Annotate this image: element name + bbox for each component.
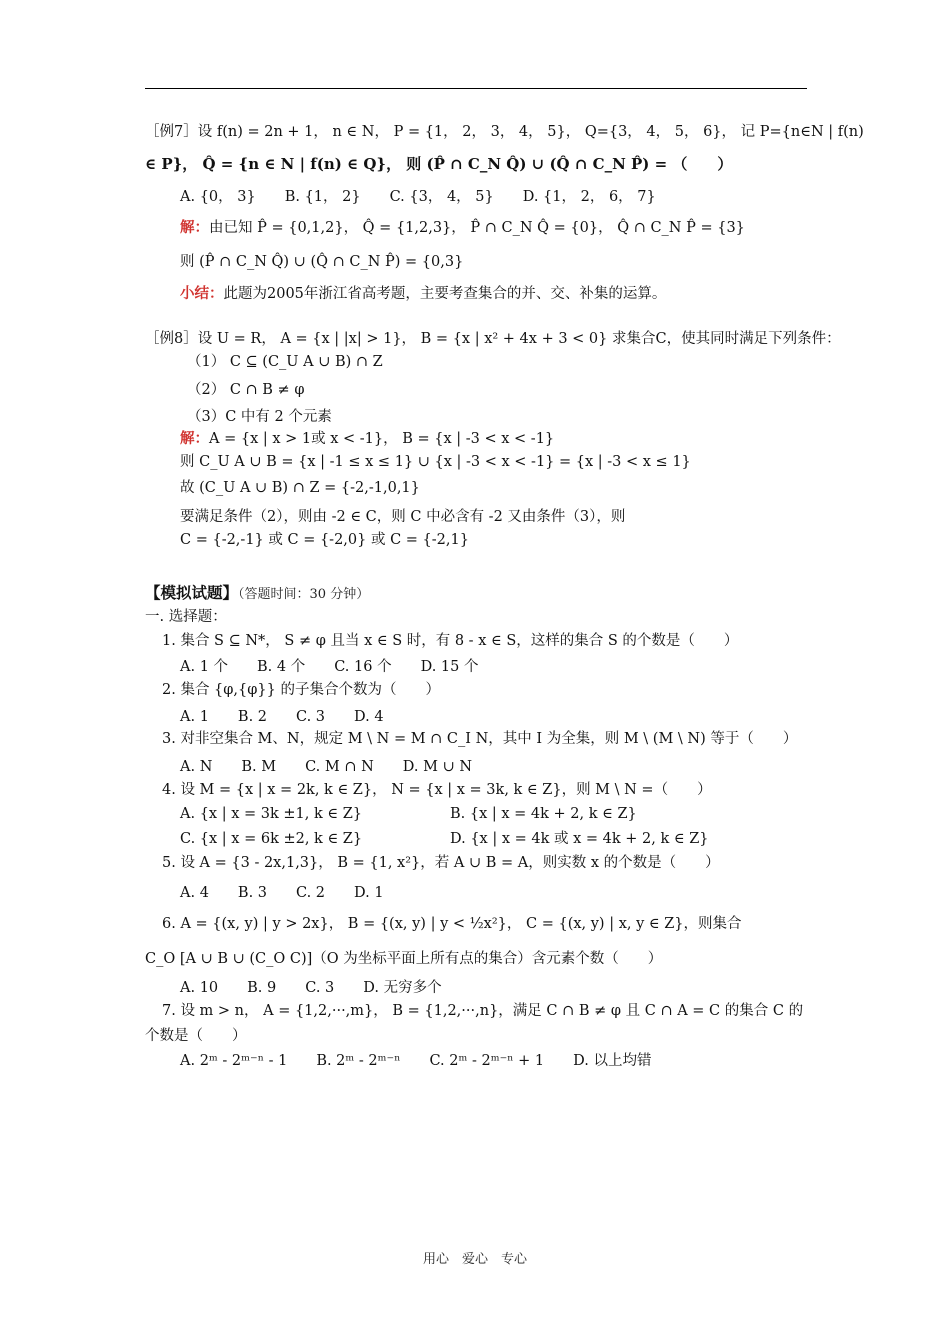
q4-option-d: D. {x | x = 4k 或 x = 4k + 2, k ∈ Z} (450, 831, 709, 847)
q4-option-c: C. {x | x = 6k ±2, k ∈ Z} (180, 831, 363, 847)
q7-line2: 个数是（ ） (145, 1028, 247, 1044)
q7-options: A. 2ᵐ - 2ᵐ⁻ⁿ - 1 B. 2ᵐ - 2ᵐ⁻ⁿ C. 2ᵐ - 2ᵐ⁻ⁿ + 1 D. 以上均错 (180, 1053, 652, 1069)
ex8-cond-2: （2） C ∩ B ≠ φ (187, 382, 305, 398)
q5-options: A. 4 B. 3 C. 2 D. 1 (180, 885, 384, 901)
q2: 2. 集合 {φ,{φ}} 的子集合个数为（ ） (162, 682, 440, 698)
ex8-solution-3: 故 (C_U A ∪ B) ∩ Z = {-2,-1,0,1} (180, 480, 420, 496)
mock-title: 【模拟试题】 (145, 583, 239, 602)
q4-option-a: A. {x | x = 3k ±1, k ∈ Z} (180, 806, 362, 822)
ex8-solution-2: 则 C_U A ∪ B = {x | -1 ≤ x ≤ 1} ∪ {x | -3 < x < -1} = {x | -3 < x ≤ 1} (180, 454, 691, 470)
ex8-cond-1: （1） C ⊆ (C_U A ∪ B) ∩ Z (187, 354, 383, 370)
page-footer: 用心 爱心 专心 (422, 1252, 527, 1267)
q1-options: A. 1 个 B. 4 个 C. 16 个 D. 15 个 (180, 659, 479, 675)
ex7-solution-1 (180, 218, 745, 238)
ex7-options: A. {0， 3} B. {1， 2} C. {3， 4， 5} D. {1， 2， 6， 7} (180, 189, 656, 205)
ex8-solution-5: C = {-2,-1} 或 C = {-2,0} 或 C = {-2,1} (180, 532, 469, 548)
mock-heading (145, 583, 369, 605)
mock-part: 一. 选择题： (145, 609, 227, 625)
q4-option-b: B. {x | x = 4k + 2, k ∈ Z} (450, 806, 637, 822)
summary-text: 此题为2005年浙江省高考题，主要考查集合的并、交、补集的运算。 (223, 286, 667, 302)
q6-line2: C_O [A ∪ B ∪ (C_O C)]（O 为坐标平面上所有点的集合）含元素个数（ ） (145, 951, 663, 967)
solution-label: 解： (180, 430, 209, 447)
solution-text: A = {x | x > 1或 x < -1}， B = {x | -3 < x < -1} (209, 431, 555, 447)
ex8-line1: ［例8］设 U = R， A = {x | |x| > 1}， B = {x | x² + 4x + 3 < 0} 求集合C，使其同时满足下列条件： (145, 331, 841, 347)
ex7-line2: ∈ P}， Q̂ = {n ∈ N | f(n) ∈ Q}， 则 (P̂ ∩ C_N Q̂) ∪ (Q̂ ∩ C_N P̂) = （ ） (145, 155, 733, 173)
header-rule (145, 88, 807, 89)
q7: 7. 设 m > n， A = {1,2,···,m}， B = {1,2,···,n}，满足 C ∩ B ≠ φ 且 C ∩ A = C 的集合 C 的 (162, 1003, 804, 1019)
q1: 1. 集合 S ⊆ N*， S ≠ φ 且当 x ∈ S 时，有 8 - x ∈ S，这样的集合 S 的个数是（ ） (162, 633, 739, 649)
q6-options: A. 10 B. 9 C. 3 D. 无穷多个 (180, 980, 442, 996)
ex8-solution-1 (180, 429, 554, 449)
q4: 4. 设 M = {x | x = 2k, k ∈ Z}， N = {x | x = 3k, k ∈ Z}，则 M \ N =（ ） (162, 782, 712, 798)
q3: 3. 对非空集合 M、N，规定 M \ N = M ∩ C_I N，其中 I 为全集，则 M \ (M \ N) 等于（ ） (162, 731, 798, 747)
q6: 6. A = {(x, y) | y > 2x}， B = {(x, y) | y < ½x²}， C = {(x, y) | x, y ∈ Z}，则集合 (162, 916, 742, 932)
q5: 5. 设 A = {3 - 2x,1,3}， B = {1, x²}，若 A ∪ B = A，则实数 x 的个数是（ ） (162, 855, 720, 871)
ex8-cond-3: （3）C 中有 2 个元素 (187, 409, 332, 425)
mock-time: （答题时间：30 分钟） (238, 587, 370, 602)
q3-options: A. N B. M C. M ∩ N D. M ∪ N (180, 759, 473, 775)
ex8-solution-4: 要满足条件（2），则由 -2 ∈ C，则 C 中必含有 -2 又由条件（3），则 (180, 509, 626, 525)
q2-options: A. 1 B. 2 C. 3 D. 4 (180, 709, 384, 725)
solution-label: 解： (180, 219, 209, 236)
ex7-solution-2: 则 (P̂ ∩ C_N Q̂) ∪ (Q̂ ∩ C_N P̂) = {0,3} (180, 254, 464, 270)
ex7-summary (180, 284, 666, 304)
solution-text: 由已知 P̂ = {0,1,2}， Q̂ = {1,2,3}， P̂ ∩ C_N Q̂ = {0}， Q̂ ∩ C_N P̂ = {3} (209, 220, 745, 236)
ex7-line1: ［例7］设 f(n) = 2n + 1， n ∈ N， P = {1， 2， 3， 4， 5}， Q={3， 4， 5， 6}， 记 P={n∈N | f(n) (145, 124, 864, 140)
summary-label: 小结： (180, 285, 224, 302)
